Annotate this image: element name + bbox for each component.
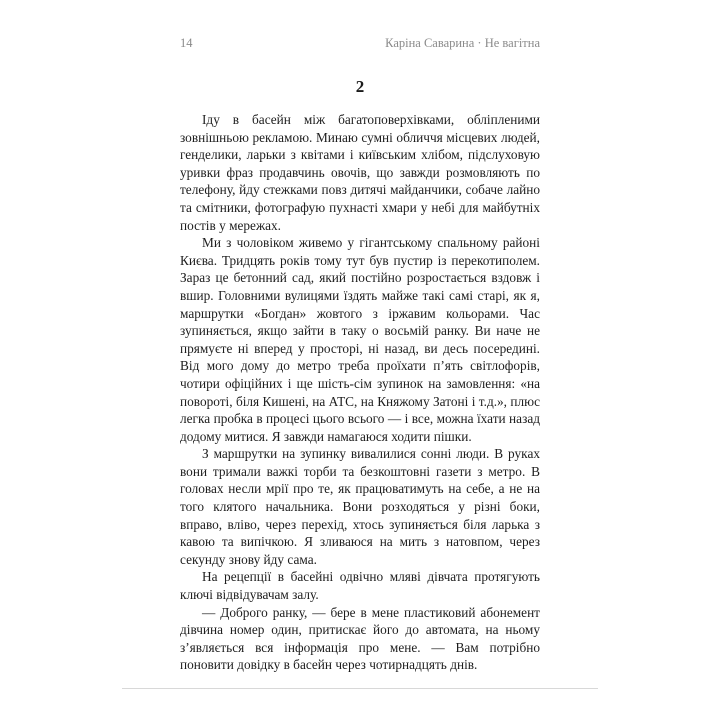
bottom-divider (122, 688, 598, 689)
paragraph-5: — Доброго ранку, — бере в мене пластиковий абонемент дівчина номер один, притискає його до автомата, на ньому з’являється вся інформація про мене. — Вам потрібно поновити довідку в басейн через чотирнадцять днів. (180, 604, 540, 673)
running-title: Каріна Саварина · Не вагітна (385, 36, 540, 50)
paragraph-1: Іду в басейн між багатоповерхівками, обліпленими зовнішньою рекламою. Минаю сумні обличчя місцевих людей, генделики, ларьки з квітами і київським хлібом, підслуховую уривки фраз продавчинь овочів, що завжди розмовляють по телефону, йду стежками повз дитячі майданчики, собаче лайно та смітники, фотографую пухнасті хмари у небі для майбутніх постів у мережах. (180, 112, 540, 233)
paragraph-4: На рецепції в басейні одвічно мляві дівчата протягують ключі відвідувачам залу. (180, 569, 540, 603)
paragraph-2: Ми з чоловіком живемо у гігантському спальному районі Києва. Тридцять років тому тут був пустир із перекотиполем. Зараз це бетонний сад, який постійно розростається вздовж і вшир. Головними вулицями їздять майже такі самі старі, як я, маршрутки «Богдан» жовтого з іржавим кольорами. Час зупиняється, якщо зайти в таку о восьмій ранку. Ви наче не прямуєте ні вперед у просторі, ні назад, ви десь посередині. Від мого дому до метро треба проїхати п’ять світлофорів, чотири офіційних і ще шість-сім зупинок на замовлення: «на повороті, біля Кишені, на АТС, на Княжому Затоні і т.д.», плюс легка пробка в процесі цього всього — і все, можна їхати назад додому митися. Я завжди намагаюся ходити пішки. (180, 235, 540, 444)
paragraph-3: З маршрутки на зупинку вивалилися сонні люди. В руках вони тримали важкі торби та безкоштовні газети з метро. В головах несли мрії про те, як працюватимуть на себе, а не на того клятого начальника. Вони розходяться у різні боки, вправо, вліво, через перехід, хтось зупиняється біля ларька з кавою та випічкою. Я зливаюся на мить з натовпом, через секунду знову йду сама. (180, 446, 540, 567)
page-number: 14 (180, 36, 193, 50)
text-column (180, 36, 540, 674)
page-header (180, 36, 540, 51)
chapter-text (180, 111, 540, 674)
chapter-number: 2 (355, 77, 365, 96)
